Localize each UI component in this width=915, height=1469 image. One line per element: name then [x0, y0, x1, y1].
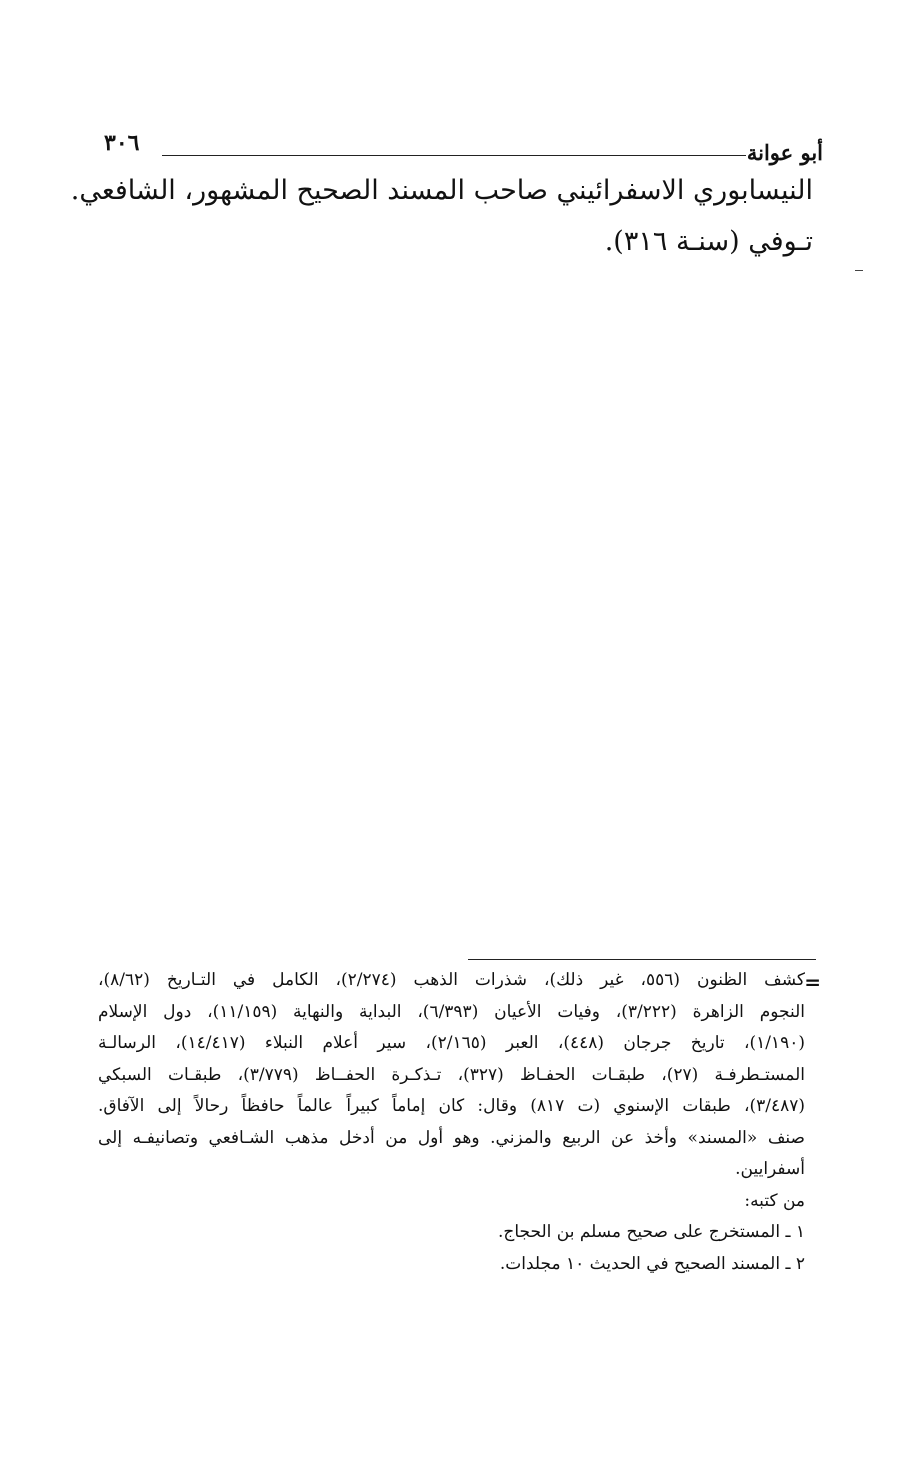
running-header-title: أبو عوانة — [746, 140, 823, 165]
page-number: ٣٠٦ — [104, 130, 140, 156]
footnote-line: المستـطرفـة (٢٧)، طبقـات الحفـاظ (٣٢٧)، تـذكـرة الحفــاظ (٣/٧٧٩)، طبقـات السبكي — [98, 1064, 805, 1085]
footnote-block — [98, 965, 805, 1280]
footnote-line: ١ ـ المستخرج على صحيح مسلم بن الحجاج. — [497, 1222, 805, 1242]
footnote-line: صنف «المسند» وأخذ عن الربيع والمزني. وهو أول من أدخل مذهب الشـافعي وتصانيفـه إلى — [98, 1127, 805, 1148]
footnote-line: (٣/٤٨٧)، طبقات الإسنوي (ت ٨١٧) وقال: كان إماماً كبيراً عالماً حافظاً رحالاً إلى الآفاق. — [98, 1096, 805, 1116]
margin-dash — [855, 270, 863, 271]
header-rule — [162, 155, 746, 156]
footnote-line: النجوم الزاهرة (٣/٢٢٢)، وفيات الأعيان (٦/٣٩٣)، البداية والنهاية (١١/١٥٩)، دول الإسلام — [98, 1001, 805, 1022]
footnote-line: من كتبه: — [744, 1190, 805, 1211]
footnote-continuation-mark: = — [804, 970, 821, 994]
footnote-line: كشف الظنون (٥٥٦، غير ذلك)، شذرات الذهب (٢/٢٧٤)، الكامل في التـاريخ (٨/٦٢)، — [98, 970, 805, 990]
footnote-separator — [468, 959, 816, 960]
footnote-line: ٢ ـ المسند الصحيح في الحديث ١٠ مجلدات. — [499, 1253, 805, 1274]
main-text-line-1: النيسابوري الاسفرائيني صاحب المسند الصحيح المشهور، الشافعي. — [70, 175, 813, 206]
main-text-line-2: تـوفي (سنـة ٣١٦). — [604, 226, 813, 257]
footnote-line: أسفرايين. — [735, 1159, 805, 1179]
footnote-line: (١/١٩٠)، تاريخ جرجان (٤٤٨)، العبر (٢/١٦٥)، سير أعلام النبلاء (١٤/٤١٧)، الرسالـة — [98, 1033, 805, 1053]
